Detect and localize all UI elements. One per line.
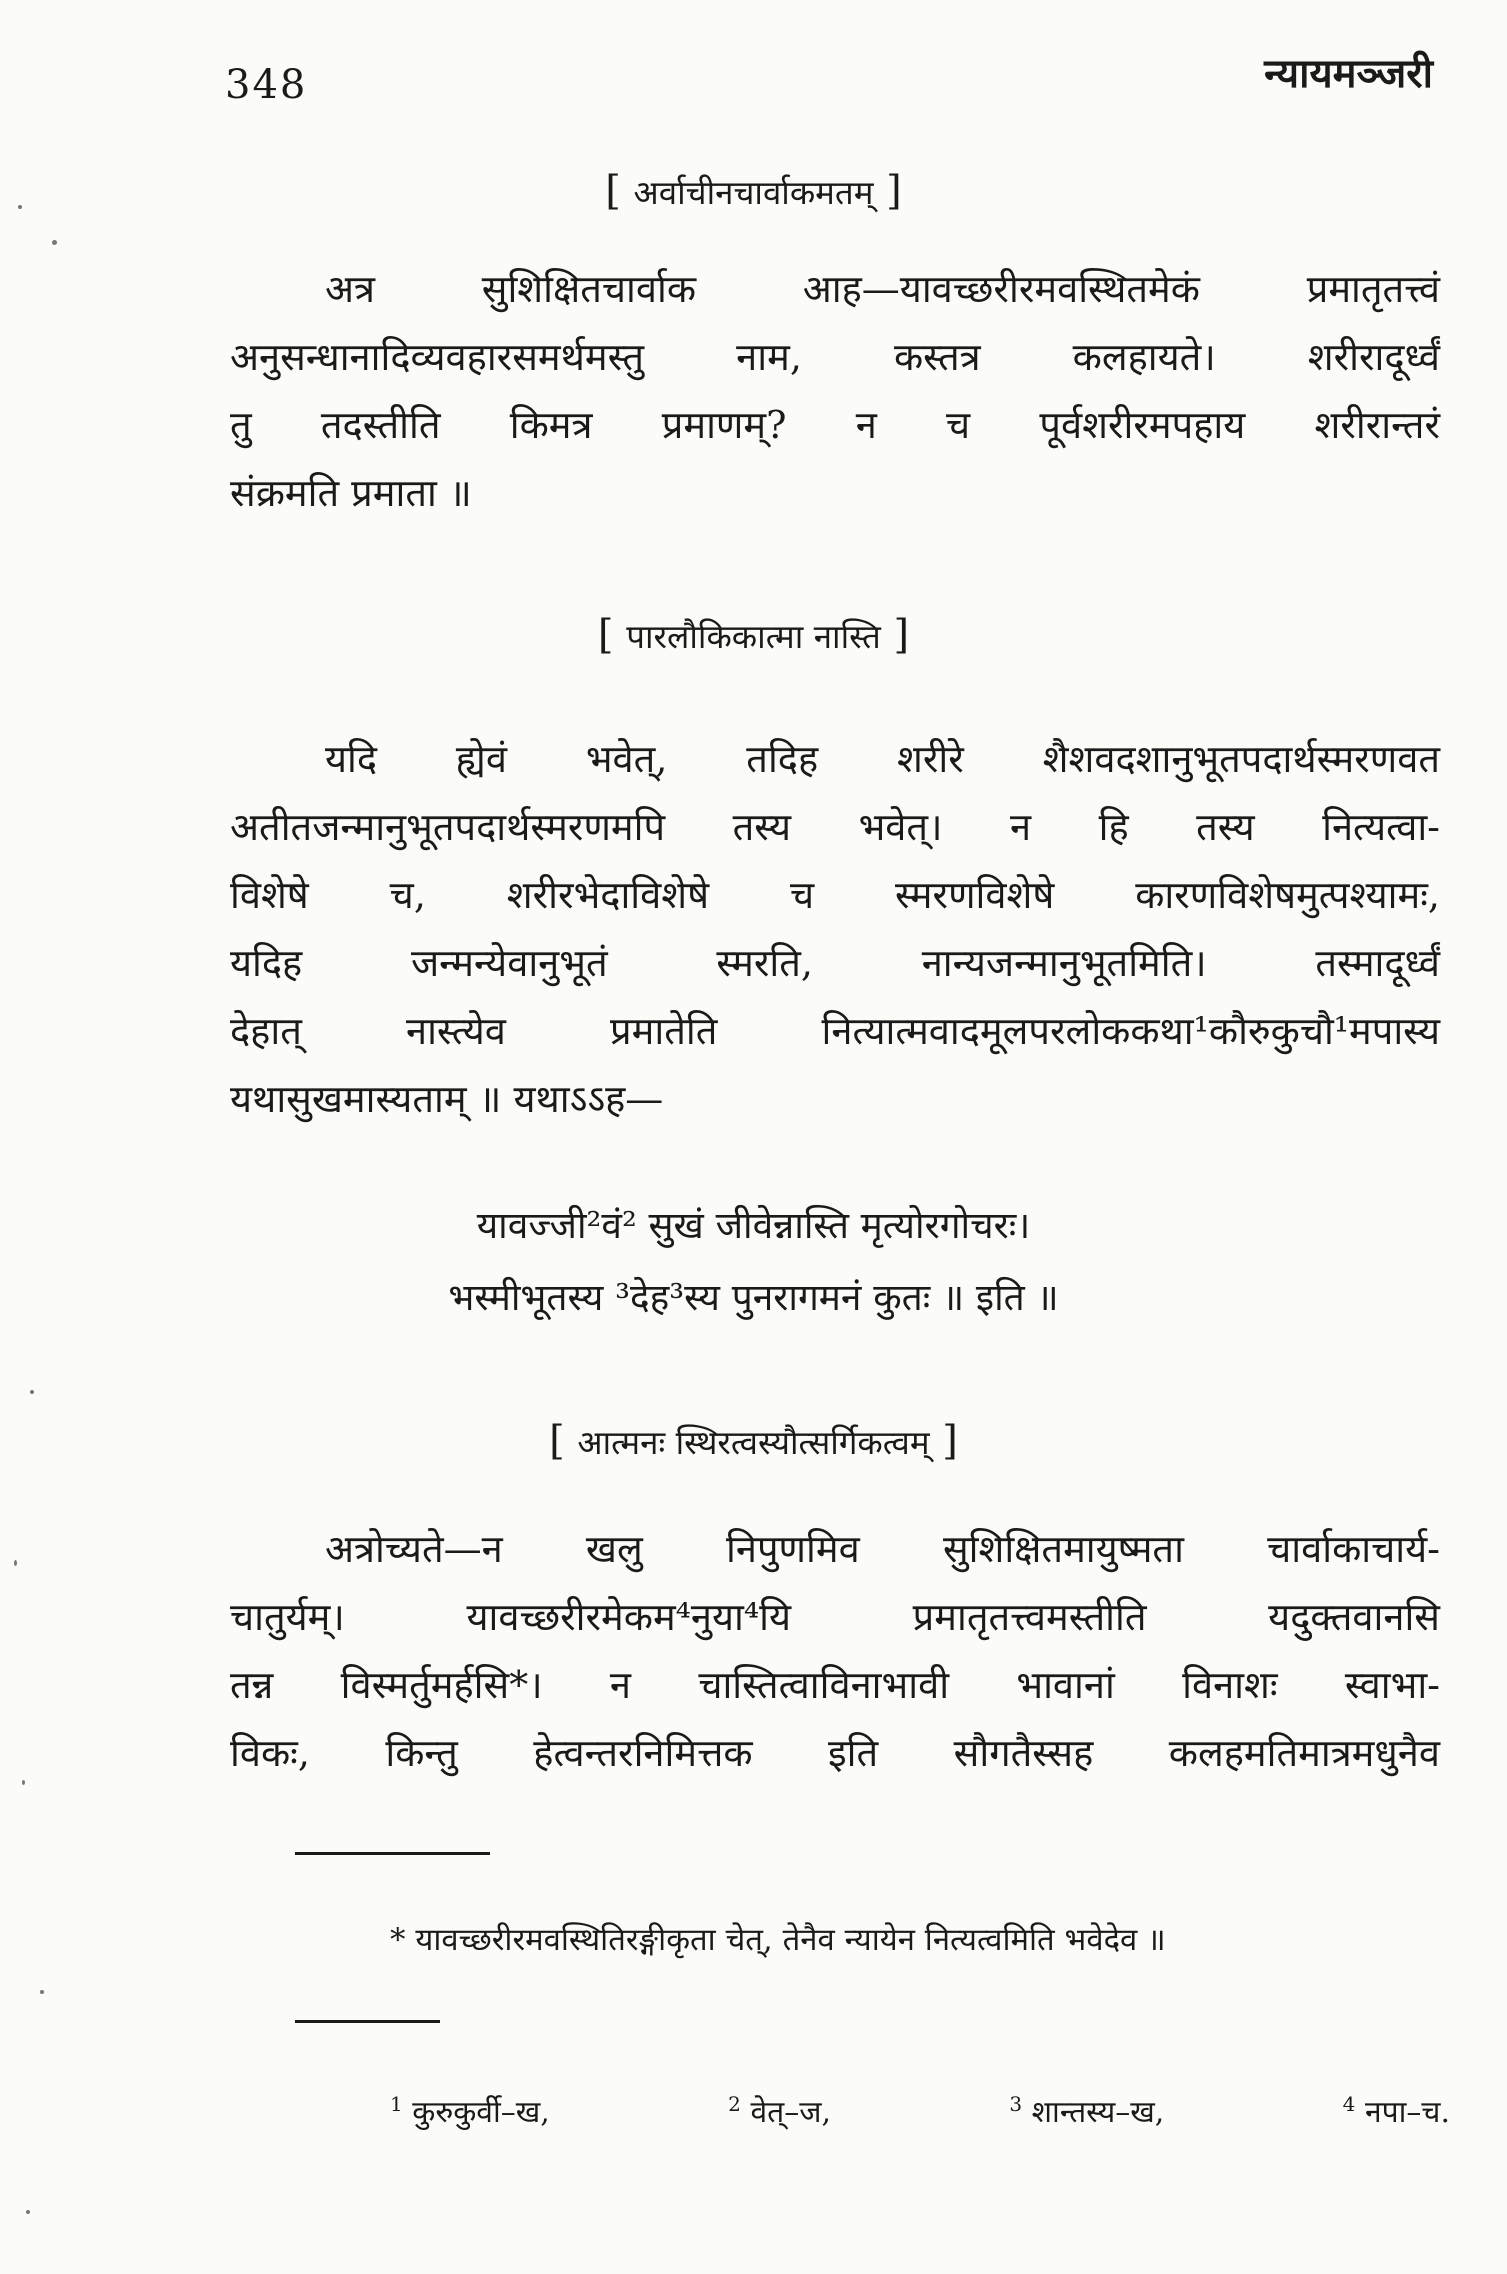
paragraph-2 [230, 725, 1440, 1133]
paragraph-line: तु तदस्तीति किमत्र प्रमाणम्? न च पूर्वशरीरमपहाय शरीरान्तरं [230, 403, 1440, 447]
paragraph-1 [230, 255, 1440, 527]
paragraph-line: तन्न विस्मर्तुमर्हसि*। न चास्तित्वाविनाभावी भावानां विनाशः स्वाभा- [230, 1663, 1440, 1707]
verse-line: यावज्जी²वं² सुखं जीवेन्नास्ति मृत्योरगोचरः। [476, 1204, 1031, 1247]
scan-speck [26, 2210, 30, 2214]
section-heading-3-text: आत्मनः स्थिरत्वस्यौत्सर्गिकत्वम् [577, 1423, 930, 1462]
variant-reading: $^4$ नपा–च. [1342, 2092, 1450, 2130]
verse [0, 1190, 1507, 1334]
variant-reading: $^3$ शान्तस्य–ख, [1009, 2092, 1165, 2130]
scan-speck [18, 205, 22, 209]
paragraph-line: यदिह जन्मन्येवानुभूतं स्मरति, नान्यजन्मानुभूतमिति। तस्मादूर्ध्वं [230, 941, 1440, 985]
paragraph-line: अनुसन्धानादिव्यवहारसमर्थमस्तु नाम, कस्तत्र कलहायते। शरीरादूर्ध्वं [230, 335, 1440, 379]
page-number: 348 [225, 62, 308, 108]
scan-speck [52, 240, 57, 245]
paragraph-line: यथासुखमास्यताम् ॥ यथाऽऽह— [230, 1077, 664, 1121]
section-heading-1-text: अर्वाचीनचार्वाकमतम् [633, 173, 874, 212]
paragraph-line: विकः, किन्तु हेत्वन्तरनिमित्तक इति सौगतैस्सह कलहमतिमात्रमधुनैव [230, 1731, 1440, 1775]
paragraph-line: यदि ह्येवं भवेत्, तदिह शरीरे शैशवदशानुभूतपदार्थस्मरणवत [325, 737, 1440, 781]
section-heading-2: [ पारलौकिकात्मा नास्ति ] [597, 612, 910, 658]
variants-rule [295, 2020, 440, 2023]
paragraph-line: अत्र सुशिक्षितचार्वाक आह—यावच्छरीरमवस्थितमेकं प्रमातृतत्त्वं [325, 267, 1440, 311]
paragraph-3 [230, 1515, 1440, 1787]
scan-speck [40, 1990, 44, 1994]
footnote-star: * यावच्छरीरमवस्थितिरङ्गीकृता चेत्, तेनैव न्यायेन नित्यत्वमिति भवेदेव ॥ [390, 1922, 1166, 1958]
paragraph-line: अतीतजन्मानुभूतपदार्थस्मरणमपि तस्य भवेत्। न हि तस्य नित्यत्वा- [230, 805, 1440, 849]
section-heading-3: [ आत्मनः स्थिरत्वस्यौत्सर्गिकत्वम् ] [549, 1418, 958, 1464]
variant-readings [390, 2090, 1450, 2131]
verse-line: भस्मीभूतस्य ³देह³स्य पुनरागमनं कुतः ॥ इति ॥ [448, 1276, 1059, 1319]
paragraph-line: चातुर्यम्। यावच्छरीरमेकम⁴नुया⁴यि प्रमातृतत्त्वमस्तीति यदुक्तवानसि [230, 1595, 1440, 1639]
running-title: न्यायमञ्जरी [1264, 50, 1433, 97]
paragraph-line: विशेषे च, शरीरभेदाविशेषे च स्मरणविशेषे कारणविशेषमुत्पश्यामः, [230, 873, 1440, 917]
footnote-rule [295, 1852, 490, 1855]
variant-reading: $^1$ कुरुकुर्वी–ख, [390, 2092, 550, 2130]
section-heading-1: [ अर्वाचीनचार्वाकमतम् ] [605, 168, 902, 214]
scan-speck [14, 1560, 17, 1566]
paragraph-line: अत्रोच्यते—न खलु निपुणमिव सुशिक्षितमायुष्मता चार्वाकाचार्य- [325, 1527, 1440, 1571]
section-heading-2-text: पारलौकिकात्मा नास्ति [626, 617, 881, 656]
scan-speck [22, 1780, 25, 1785]
variant-reading: $^2$ वेत्–ज, [728, 2092, 832, 2130]
paragraph-line: संक्रमति प्रमाता ॥ [230, 471, 472, 515]
paragraph-line: देहात् नास्त्येव प्रमातेति नित्यात्मवादमूलपरलोककथा¹कौरुकुचौ¹मपास्य [230, 1009, 1440, 1053]
scan-speck [30, 1390, 34, 1394]
